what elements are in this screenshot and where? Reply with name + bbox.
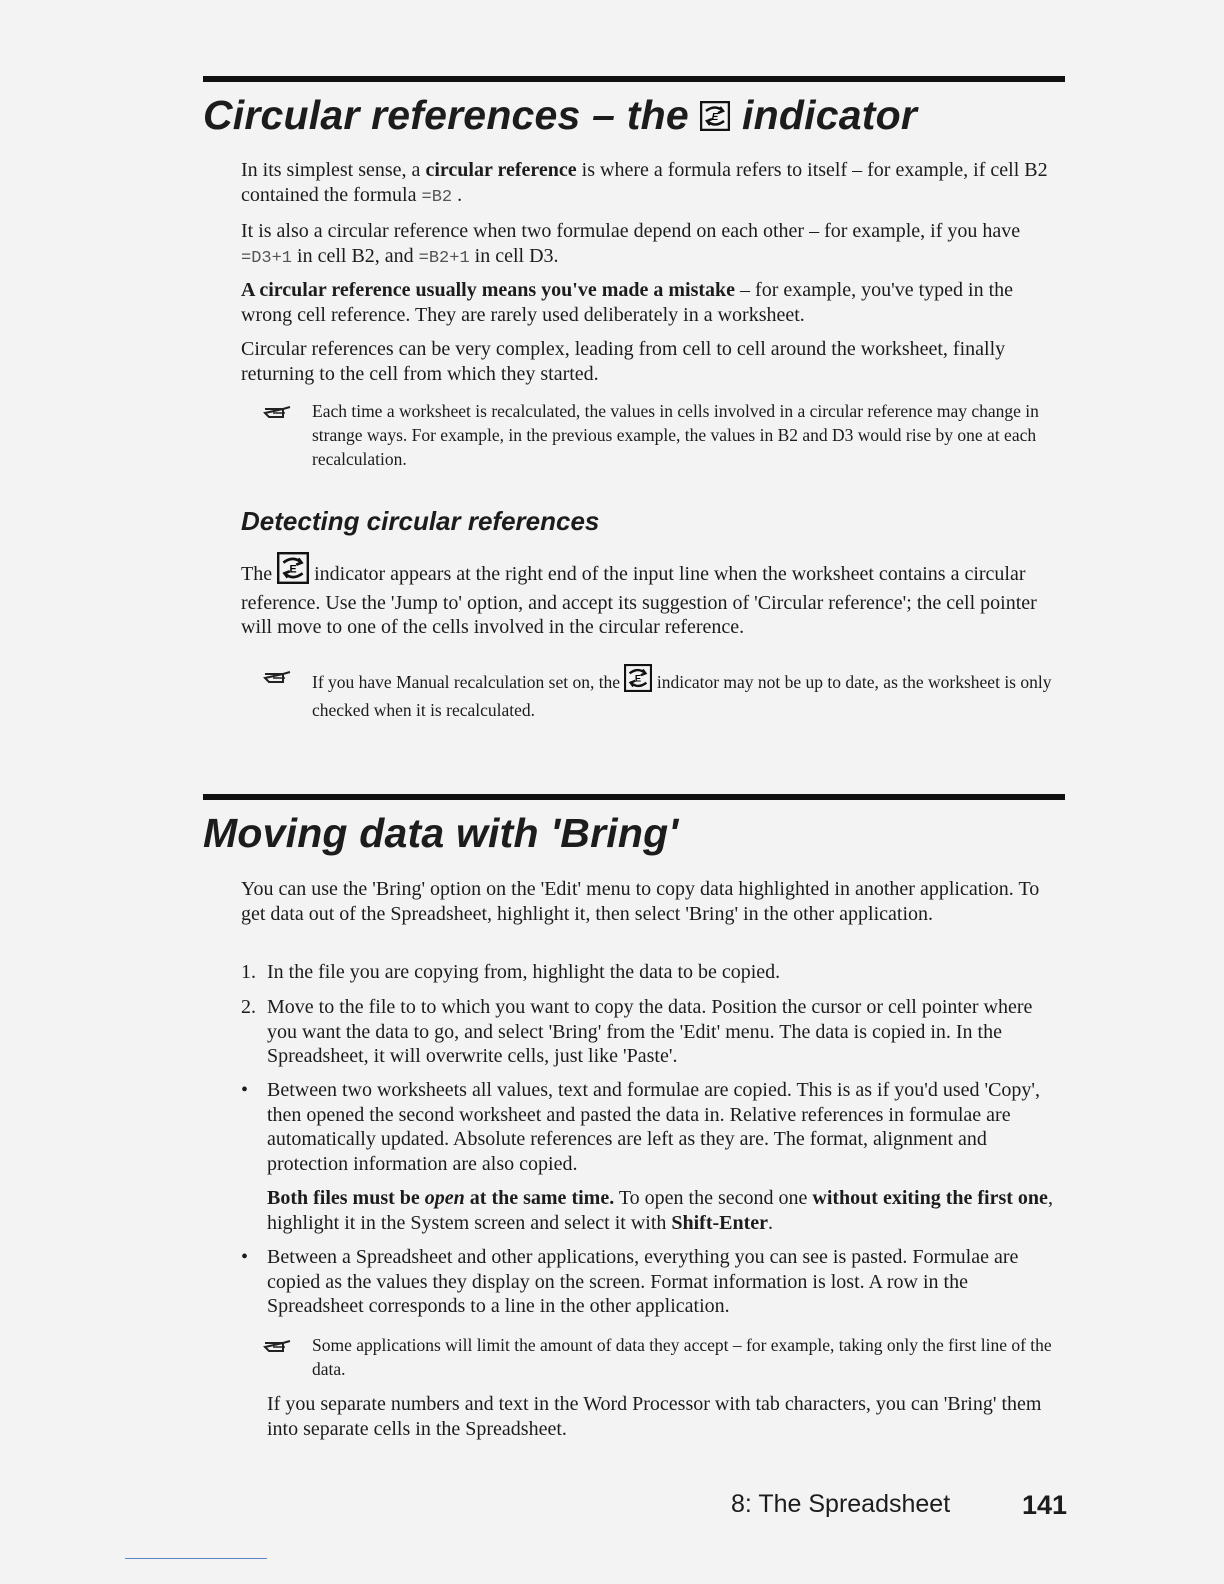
- bullet-item: • Between a Spreadsheet and other applications, everything you can see is pasted. Formulae are copied as the values they display on the screen. Format information is lost. A row in the Spreadsheet corresponds to a line in the other application.: [241, 1246, 1019, 1317]
- page-number: 141: [1022, 1490, 1068, 1520]
- note: If you have Manual recalculation set on, the E indicator may not be up to date, as the worksheet is only checked when it is recalculated.: [263, 664, 1063, 722]
- paragraph: You can use the 'Bring' option on the 'Edit' menu to copy data highlighted in another application. To get data out of the Spreadsheet, highlight it, then select 'Bring' in the other application.: [241, 878, 1040, 925]
- circular-indicator-icon: [277, 552, 309, 591]
- paragraph: A circular reference usually means you've made a mistake – for example, you've typed in the wrong cell reference. They are rarely used deliberately in a worksheet.: [241, 279, 1013, 326]
- paragraph: Circular references can be very complex, leading from cell to cell around the worksheet, finally returning to the cell from which they started.: [241, 338, 1006, 385]
- paragraph: The E indicator appears at the right end of the input line when the worksheet contains a circular reference. Use the 'Jump to' option, and accept its suggestion of 'Circular reference'; the cell pointer will move to one of the cells involved in the circular reference.: [241, 552, 1066, 640]
- chapter-label: 8: The Spreadsheet: [731, 1490, 951, 1518]
- pointing-hand-icon: [263, 1336, 293, 1360]
- section-rule: [203, 794, 1065, 800]
- section-title-circular: Circular references – the E indicator: [203, 92, 917, 141]
- note: Some applications will limit the amount of data they accept – for example, taking only the first line of the data.: [263, 1333, 1063, 1381]
- circular-indicator-icon: [700, 94, 730, 141]
- paragraph: If you separate numbers and text in the Word Processor with tab characters, you can 'Bring' them into separate cells in the Spreadsheet.: [267, 1393, 1042, 1440]
- pointing-hand-icon: [263, 667, 293, 691]
- section-title-bring: Moving data with 'Bring': [203, 810, 679, 856]
- step-item: 1. In the file you are copying from, highlight the data to be copied.: [241, 961, 781, 983]
- svg-text:E: E: [289, 563, 297, 576]
- paragraph: In its simplest sense, a circular reference is where a formula refers to itself – for example, if cell B2 contained the formula =B2 .: [241, 159, 1048, 207]
- decorative-line: [125, 1558, 267, 1559]
- pointing-hand-icon: [263, 402, 293, 426]
- paragraph: It is also a circular reference when two formulae depend on each other – for example, if you have =D3+1 in cell B2, and =B2+1 in cell D3.: [241, 220, 1021, 268]
- section-rule: [203, 76, 1065, 82]
- circular-indicator-icon: [624, 664, 652, 698]
- step-item: 2. Move to the file to to which you want to copy the data. Position the cursor or cell pointer where you want the data to go, and select 'Bring' from the 'Edit' menu. The data is copied in. In the Spreadsheet, it will overwrite cells, just like 'Paste'.: [241, 996, 1033, 1067]
- paragraph: Both files must be open at the same time. To open the second one without exiting the first one, highlight it in the System screen and select it with Shift-Enter.: [267, 1187, 1053, 1234]
- svg-text:E: E: [635, 673, 642, 684]
- note: Each time a worksheet is recalculated, the values in cells involved in a circular reference may change in strange ways. For example, in the previous example, the values in B2 and D3 would rise by one at each recalculation.: [263, 399, 1063, 471]
- bullet-item: • Between two worksheets all values, text and formulae are copied. This is as if you'd used 'Copy', then opened the second worksheet and pasted the data in. Relative references in formulae are automatically updated. Absolute references are left as they are. The format, alignment and protection information are also copied.: [241, 1079, 1041, 1175]
- subsection-title: Detecting circular references: [241, 506, 600, 536]
- svg-text:E: E: [712, 112, 719, 123]
